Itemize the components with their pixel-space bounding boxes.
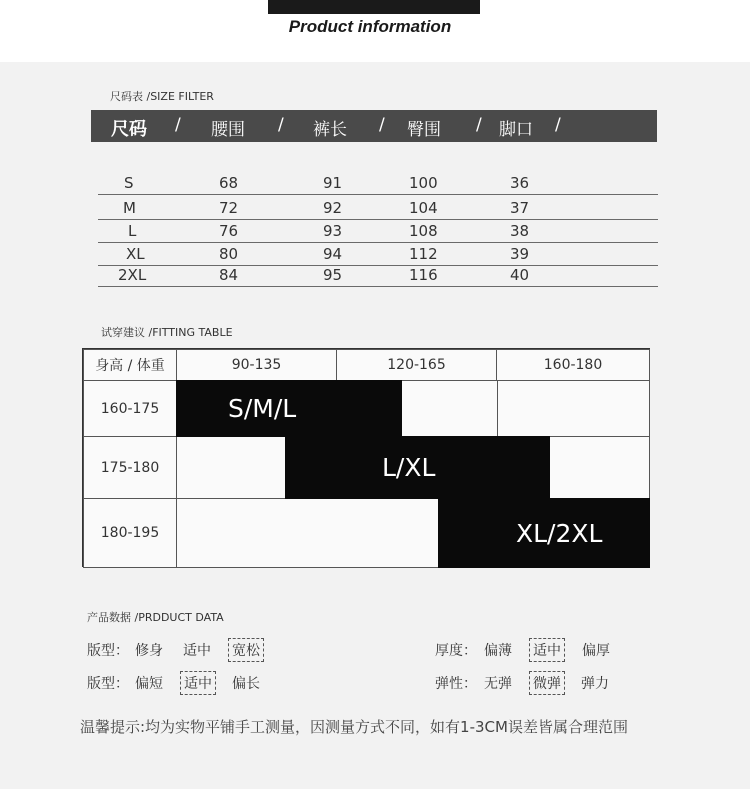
length-cell: 95 bbox=[323, 266, 343, 284]
measurement-note: 温馨提示:均为实物平铺手工测量，因测量方式不同，如有1-3CM误差皆属合理范围 bbox=[80, 718, 628, 736]
table-row bbox=[98, 172, 658, 195]
empty-cell bbox=[549, 436, 650, 499]
empty-cell bbox=[176, 436, 286, 499]
size-header-size: 尺码 bbox=[111, 119, 147, 140]
option-stretch: 弹力 bbox=[581, 676, 609, 692]
leg-opening-cell: 37 bbox=[510, 199, 530, 217]
size-cell: L bbox=[128, 222, 137, 240]
size-cell: S bbox=[124, 174, 134, 192]
fitting-table bbox=[82, 348, 650, 567]
empty-cell bbox=[176, 498, 439, 568]
option-short: 偏短 bbox=[135, 676, 163, 692]
size-header-sep: / bbox=[555, 115, 561, 135]
table-row bbox=[98, 197, 658, 220]
leg-opening-cell: 36 bbox=[510, 174, 530, 192]
option-thick: 偏厚 bbox=[582, 643, 610, 659]
size-filter-label: 尺码表 /SIZE FILTER bbox=[110, 90, 214, 103]
leg-opening-cell: 39 bbox=[510, 245, 530, 263]
size-header-bar bbox=[91, 110, 657, 142]
length-type-label: 版型： bbox=[87, 676, 129, 692]
size-cell: 2XL bbox=[118, 266, 147, 284]
size-header-sep: / bbox=[278, 115, 284, 135]
option-long: 偏长 bbox=[232, 676, 260, 692]
length-cell: 93 bbox=[323, 222, 343, 240]
size-block-sml: S/M/L bbox=[176, 380, 402, 437]
size-header-sep: / bbox=[175, 115, 181, 135]
waist-cell: 68 bbox=[219, 174, 239, 192]
option-slight-stretch-selected: 微弹 bbox=[529, 671, 565, 695]
empty-cell bbox=[497, 380, 650, 437]
hip-cell: 112 bbox=[409, 245, 438, 263]
size-header-waist: 腰围 bbox=[211, 120, 245, 140]
waist-cell: 76 bbox=[219, 222, 239, 240]
size-header-sep: / bbox=[379, 115, 385, 135]
empty-cell bbox=[401, 380, 498, 437]
hip-cell: 108 bbox=[409, 222, 438, 240]
product-data-label: 产品数据 /PRDDUCT DATA bbox=[87, 611, 224, 624]
option-slim: 修身 bbox=[135, 643, 163, 659]
hip-cell: 100 bbox=[409, 174, 438, 192]
size-header-leg-opening: 脚口 bbox=[499, 120, 533, 140]
option-medium-selected: 适中 bbox=[529, 638, 565, 662]
size-header-sep: / bbox=[476, 115, 482, 135]
size-block-lxl: L/XL bbox=[285, 436, 550, 499]
thickness-label: 厚度： bbox=[435, 643, 477, 659]
height-header-cell: 175-180 bbox=[83, 436, 177, 499]
length-cell: 92 bbox=[323, 199, 343, 217]
length-cell: 94 bbox=[323, 245, 343, 263]
hip-cell: 116 bbox=[409, 266, 438, 284]
banner-subtitle: Product information bbox=[288, 17, 452, 36]
size-cell: M bbox=[123, 199, 136, 217]
option-no-stretch: 无弹 bbox=[484, 676, 512, 692]
size-header-hip: 臀围 bbox=[407, 120, 441, 140]
option-loose-selected: 宽松 bbox=[228, 638, 264, 662]
weight-header-cell: 90-135 bbox=[176, 349, 337, 381]
option-regular-selected: 适中 bbox=[180, 671, 216, 695]
option-regular: 适中 bbox=[183, 643, 211, 659]
table-row bbox=[98, 243, 658, 266]
waist-cell: 80 bbox=[219, 245, 239, 263]
option-thin: 偏薄 bbox=[484, 643, 512, 659]
height-header-cell: 160-175 bbox=[83, 380, 177, 437]
weight-header-cell: 160-180 bbox=[496, 349, 650, 381]
size-header-length: 裤长 bbox=[313, 120, 347, 140]
size-cell: XL bbox=[126, 245, 145, 263]
length-cell: 91 bbox=[323, 174, 343, 192]
waist-cell: 84 bbox=[219, 266, 239, 284]
waist-cell: 72 bbox=[219, 199, 239, 217]
table-row bbox=[98, 220, 658, 243]
height-header-cell: 180-195 bbox=[83, 498, 177, 568]
weight-header-cell: 120-165 bbox=[336, 349, 497, 381]
elasticity-label: 弹性： bbox=[435, 676, 477, 692]
fit-type-label: 版型： bbox=[87, 643, 129, 659]
fitting-table-label: 试穿建议 /FITTING TABLE bbox=[101, 326, 233, 339]
size-block-xl2xl: XL/2XL bbox=[438, 498, 650, 568]
banner-title-bar bbox=[268, 0, 480, 14]
fitting-corner-cell: 身高 / 体重 bbox=[83, 349, 177, 381]
hip-cell: 104 bbox=[409, 199, 438, 217]
leg-opening-cell: 40 bbox=[510, 266, 530, 284]
leg-opening-cell: 38 bbox=[510, 222, 530, 240]
table-row bbox=[98, 264, 658, 287]
